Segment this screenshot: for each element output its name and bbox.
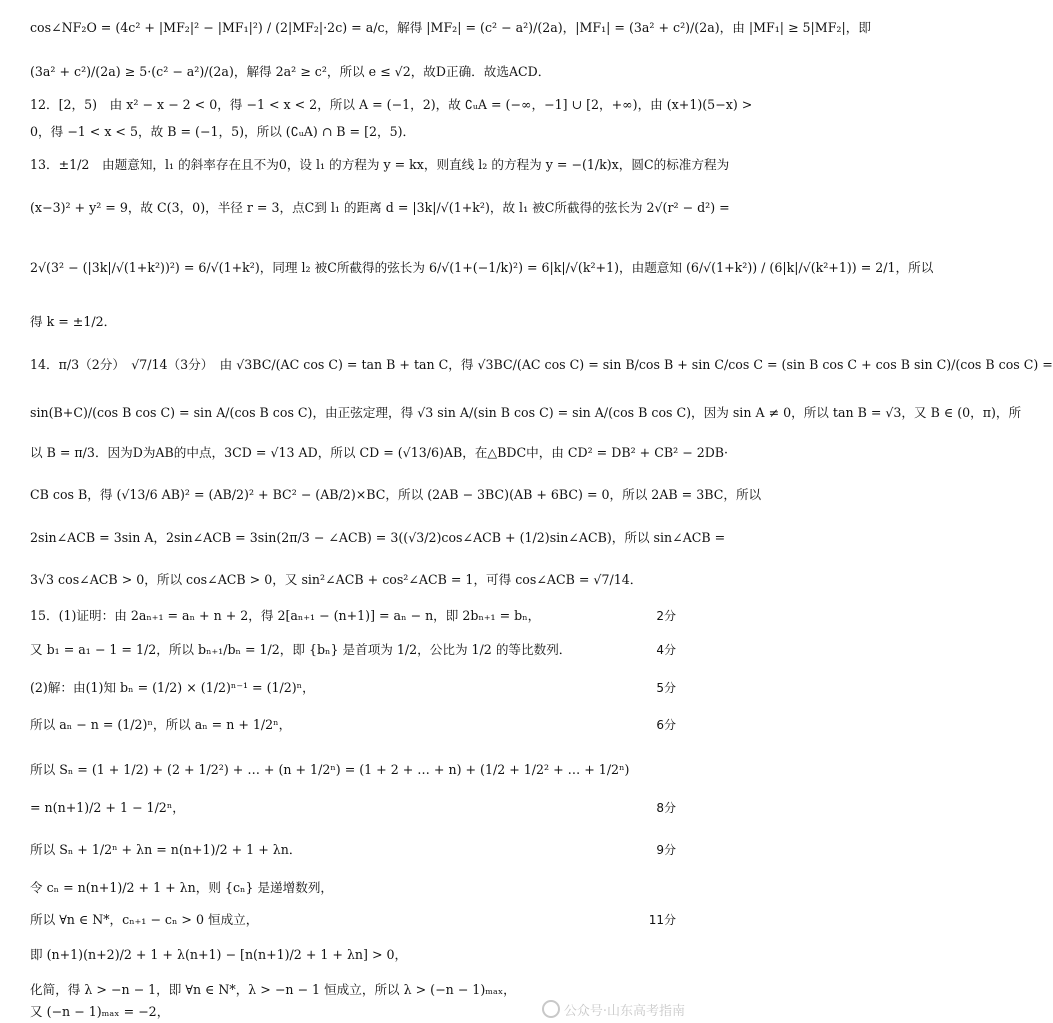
problem-14-line-3: 以 B = π/3．因为D为AB的中点，3CD = √13 AD，所以 CD = (√13/6)AB，在△BDC中，由 CD² = DB² + CB² − 2DB· bbox=[30, 445, 729, 460]
problem-15-line-9: 所以 ∀n ∈ N*，cₙ₊₁ − cₙ > 0 恒成立， 11分 bbox=[30, 910, 676, 930]
problem-13-line-2: (x−3)² + y² = 9，故 C(3，0)，半径 r = 3，点C到 l₁ 的距离 d = |3k|/√(1+k²)，故 l₁ 被C所截得的弦长为 2√(r² − d²) = bbox=[30, 200, 730, 215]
score-mark: 8分 bbox=[656, 801, 676, 815]
score-mark: 4分 bbox=[656, 643, 676, 657]
problem-15-line-7: 所以 Sₙ + 1/2ⁿ + λn = n(n+1)/2 + 1 + λn． 9分 bbox=[30, 840, 676, 860]
score-mark: 2分 bbox=[656, 609, 676, 623]
problem-15-line-3: (2)解：由(1)知 bₙ = (1/2) × (1/2)ⁿ⁻¹ = (1/2)ⁿ， 5分 bbox=[30, 678, 676, 698]
problem-14-line-1: 14．π/3（2分） √7/14（3分） 由 √3BC/(AC cos C) = tan B + tan C，得 √3BC/(AC cos C) = sin B/cos B + sin C/cos C = (sin B cos C + cos B sin C)/(cos B cos C) = bbox=[30, 357, 1053, 372]
problem-15-line-8: 令 cₙ = n(n+1)/2 + 1 + λn，则 {cₙ} 是递增数列， bbox=[30, 880, 334, 895]
problem-14-line-6: 3√3 cos∠ACB > 0，所以 cos∠ACB > 0，又 sin²∠ACB + cos²∠ACB = 1，可得 cos∠ACB = √7/14． bbox=[30, 572, 643, 587]
text-line-1: cos∠NF₂O = (4c² + |MF₂|² − |MF₁|²) / (2|MF₂|·2c) = a/c，解得 |MF₂| = (c² − a²)/(2a)，|MF₁| = (3a² + c²)/(2a)，由 |MF₁| ≥ 5|MF₂|，即 bbox=[30, 20, 871, 35]
problem-15-line-4: 所以 aₙ − n = (1/2)ⁿ，所以 aₙ = n + 1/2ⁿ， 6分 bbox=[30, 715, 676, 735]
problem-14-line-4: CB cos B，得 (√13/6 AB)² = (AB/2)² + BC² − (AB/2)×BC，所以 (2AB − 3BC)(AB + 6BC) = 0，所以 2AB = 3BC，所以 bbox=[30, 487, 762, 502]
problem-12-line-2: 0，得 −1 < x < 5，故 B = (−1，5)，所以 (∁ᵤA) ∩ B = [2，5)． bbox=[30, 124, 416, 139]
problem-15-line-10: 即 (n+1)(n+2)/2 + 1 + λ(n+1) − [n(n+1)/2 + 1 + λn] > 0， bbox=[30, 947, 408, 962]
score-mark: 11分 bbox=[648, 913, 676, 927]
problem-13-line-3: 2√(3² − (|3k|/√(1+k²))²) = 6/√(1+k²)，同理 l₂ 被C所截得的弦长为 6/√(1+(−1/k)²) = 6|k|/√(k²+1)，由题意知 (6/√(1+k²)) / (6|k|/√(k²+1)) = 2/1，所以 bbox=[30, 260, 934, 275]
problem-15-line-1: 15．(1)证明：由 2aₙ₊₁ = aₙ + n + 2，得 2[aₙ₊₁ − (n+1)] = aₙ − n，即 2bₙ₊₁ = bₙ， 2分 bbox=[30, 606, 676, 626]
score-mark: 6分 bbox=[656, 718, 676, 732]
problem-15-line-11: 化简，得 λ > −n − 1，即 ∀n ∈ N*，λ > −n − 1 恒成立，所以 λ > (−n − 1)ₘₐₓ， bbox=[30, 982, 516, 997]
score-mark: 5分 bbox=[656, 681, 676, 695]
problem-13-line-1: 13．±1/2 由题意知，l₁ 的斜率存在且不为0，设 l₁ 的方程为 y = kx，则直线 l₂ 的方程为 y = −(1/k)x，圆C的标准方程为 bbox=[30, 157, 730, 172]
problem-14-line-2: sin(B+C)/(cos B cos C) = sin A/(cos B cos C)，由正弦定理，得 √3 sin A/(sin B cos C) = sin A/(cos B cos C)，因为 sin A ≠ 0，所以 tan B = √3，又 B ∈ (0，π)，所 bbox=[30, 405, 1022, 420]
problem-12-line-1: 12．[2，5) 由 x² − x − 2 < 0，得 −1 < x < 2，所以 A = (−1，2)，故 ∁ᵤA = (−∞，−1] ∪ [2，+∞)，由 (x+1)(5−x) > bbox=[30, 97, 753, 112]
watermark: 公众号·山东高考指南 bbox=[542, 1000, 685, 1019]
problem-15-line-2: 又 b₁ = a₁ − 1 = 1/2，所以 bₙ₊₁/bₙ = 1/2，即 {bₙ} 是首项为 1/2，公比为 1/2 的等比数列． 4分 bbox=[30, 640, 676, 660]
problem-15-line-6: = n(n+1)/2 + 1 − 1/2ⁿ， 8分 bbox=[30, 798, 676, 818]
score-mark: 9分 bbox=[656, 843, 676, 857]
problem-15-line-12: 又 (−n − 1)ₘₐₓ = −2， bbox=[30, 1004, 170, 1019]
problem-15-line-5: 所以 Sₙ = (1 + 1/2) + (2 + 1/2²) + … + (n + 1/2ⁿ) = (1 + 2 + … + n) + (1/2 + 1/2² + … + 1/2ⁿ) bbox=[30, 762, 630, 777]
problem-13-line-4: 得 k = ±1/2． bbox=[30, 314, 117, 329]
text-line-2: (3a² + c²)/(2a) ≥ 5·(c² − a²)/(2a)，解得 2a² ≥ c²，所以 e ≤ √2，故D正确．故选ACD． bbox=[30, 64, 551, 79]
wechat-icon bbox=[542, 1000, 560, 1018]
problem-14-line-5: 2sin∠ACB = 3sin A，2sin∠ACB = 3sin(2π/3 − ∠ACB) = 3((√3/2)cos∠ACB + (1/2)sin∠ACB)，所以 sin∠ACB = bbox=[30, 530, 726, 545]
